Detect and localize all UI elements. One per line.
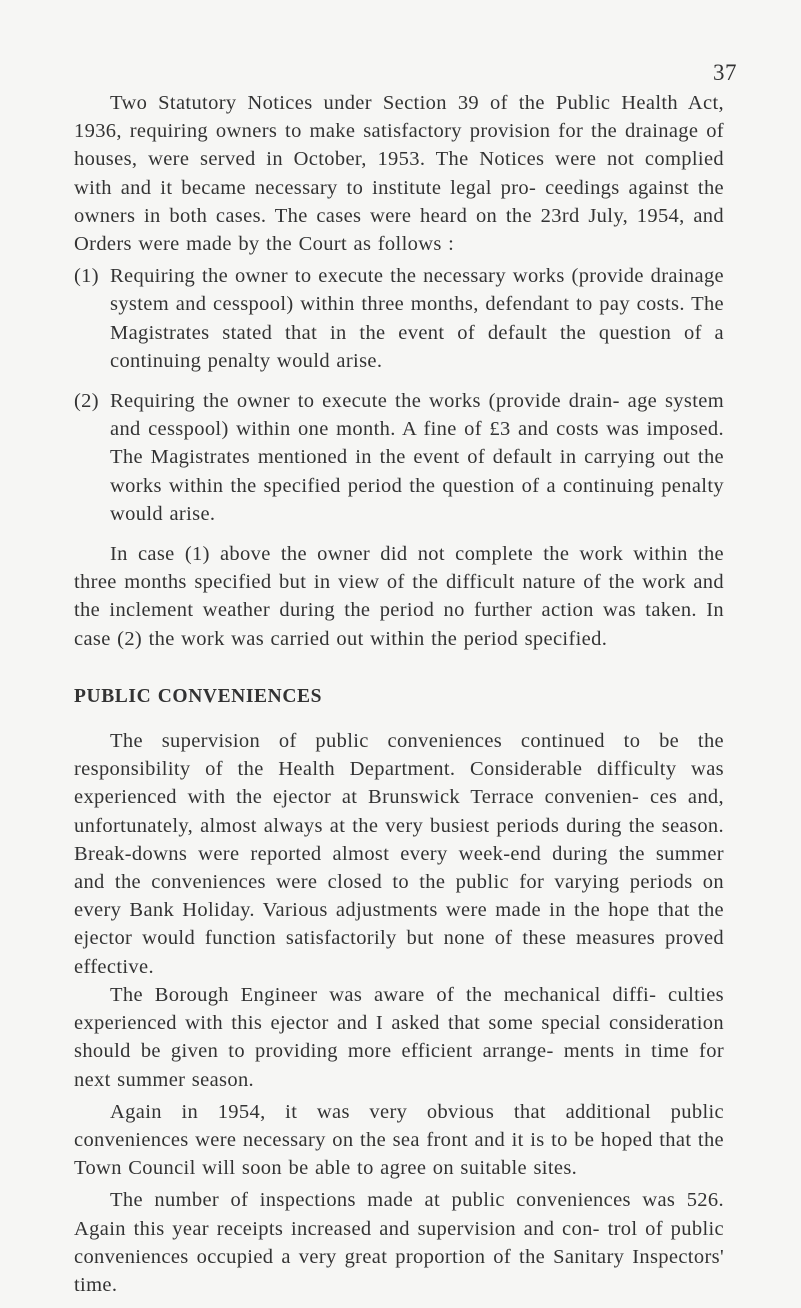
conveniences-paragraph-4: The number of inspections made at public conveniences was 526. Again this year receipts increased and supervision and con- trol of public conveniences occupied a very great proportion of the Sanitary Inspectors' time.	[74, 1189, 724, 1296]
page-number: 37	[713, 60, 737, 85]
document-body	[74, 89, 724, 1299]
section-heading: PUBLIC CONVENIENCES	[74, 685, 323, 707]
order-marker: (2)	[74, 390, 99, 413]
intro-paragraph: Two Statutory Notices under Section 39 of the Public Health Act, 1936, requiring owners to make satisfactory provision for the drainage of houses, were served in October, 1953. The Notices were not complied with and it became necessary to institute legal pro- ceedings against the owners in both cases. The cases were heard on the 23rd July, 1954, and Orders were made by the Court as follows :	[74, 92, 724, 256]
conveniences-paragraph-2: The Borough Engineer was aware of the mechanical diffi- culties experienced with this ejector and I asked that some special consideration should be given to providing more efficient arrange- ments in time for next summer season.	[74, 983, 724, 1091]
conveniences-paragraph-3: Again in 1954, it was very obvious that additional public conveniences were necessary on the sea front and it is to be hoped that the Town Council will soon be able to agree on suitable sites.	[74, 1100, 724, 1180]
order-text: Requiring the owner to execute the works (provide drain- age system and cesspool) within one month. A fine of £3 and costs was imposed. The Magistrates mentioned in the event of default in carrying out the works within the specified period the question of a continuing penalty would arise.	[110, 390, 724, 525]
court-order-1	[74, 262, 724, 375]
order-text: Requiring the owner to execute the necessary works (provide drainage system and cesspool) within three months, defendant to pay costs. The Magistrates stated that in the event of default the question of a continuing penalty would arise.	[110, 265, 724, 372]
outcome-paragraph: In case (1) above the owner did not complete the work within the three months specified but in view of the difficult nature of the work and the inclement weather during the period no further action was taken. In case (2) the work was carried out within the period specified.	[74, 543, 724, 650]
conveniences-paragraph-1: The supervision of public conveniences continued to be the responsibility of the Health Department. Considerable difficulty was experienced with the ejector at Brunswick Terrace convenien- ces and, unfortunately, almost always at the very busiest periods during the season. Break-downs were reported almost every week-end during the summer and the conveniences were closed to the public for varying periods on every Bank Holiday. Various adjustments were made in the hope that the ejector would function satisfactorily but none of these measures proved effective.	[74, 730, 724, 978]
court-order-2	[74, 387, 724, 528]
order-marker: (1)	[74, 265, 99, 288]
